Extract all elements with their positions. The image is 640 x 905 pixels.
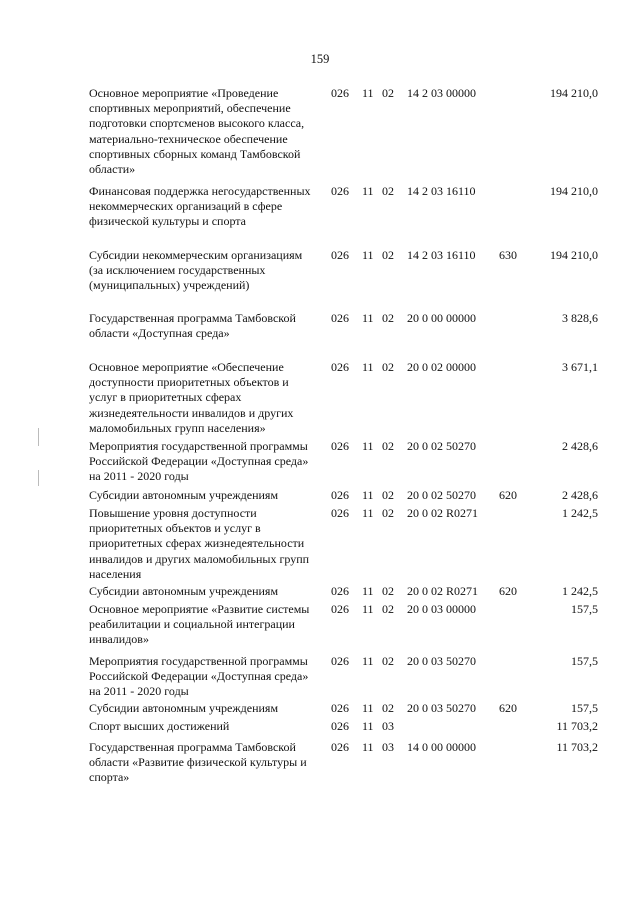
subsection-code: 02 xyxy=(382,248,394,262)
item-name: Финансовая поддержка негосударственных некоммерческих организаций в сфере физической культуры и спорта xyxy=(89,184,311,229)
section-code: 11 xyxy=(362,488,374,502)
section-code: 11 xyxy=(362,439,374,453)
target-article-code: 20 0 02 50270 xyxy=(407,439,476,453)
item-name: Мероприятия государственной программы Российской Федерации «Доступная среда» на 2011 - 2020 годы xyxy=(89,439,309,484)
ministry-code: 026 xyxy=(331,439,349,453)
amount: 11 703,2 xyxy=(556,740,598,754)
item-name: Субсидии некоммерческим организациям (за исключением государственных (муниципальных) учреждений) xyxy=(89,248,303,293)
expense-type-code: 620 xyxy=(499,584,517,598)
section-code: 11 xyxy=(362,602,374,616)
section-code: 11 xyxy=(362,184,374,198)
subsection-code: 03 xyxy=(382,740,394,754)
amount: 194 210,0 xyxy=(550,248,598,262)
subsection-code: 02 xyxy=(382,506,394,520)
item-name: Государственная программа Тамбовской области «Доступная среда» xyxy=(89,311,296,341)
amount: 194 210,0 xyxy=(550,86,598,100)
ministry-code: 026 xyxy=(331,506,349,520)
subsection-code: 02 xyxy=(382,654,394,668)
subsection-code: 02 xyxy=(382,86,394,100)
subsection-code: 02 xyxy=(382,488,394,502)
section-code: 11 xyxy=(362,360,374,374)
section-code: 11 xyxy=(362,86,374,100)
subsection-code: 02 xyxy=(382,311,394,325)
section-code: 11 xyxy=(362,719,374,733)
amount: 157,5 xyxy=(571,602,598,616)
section-code: 11 xyxy=(362,248,374,262)
ministry-code: 026 xyxy=(331,488,349,502)
ministry-code: 026 xyxy=(331,360,349,374)
target-article-code: 20 0 03 00000 xyxy=(407,602,476,616)
amount: 3 828,6 xyxy=(562,311,598,325)
target-article-code: 20 0 02 00000 xyxy=(407,360,476,374)
amount: 1 242,5 xyxy=(562,506,598,520)
item-name: Субсидии автономным учреждениям xyxy=(89,488,279,502)
ministry-code: 026 xyxy=(331,719,349,733)
scan-mark xyxy=(38,428,39,446)
item-name: Субсидии автономным учреждениям xyxy=(89,701,279,715)
amount: 11 703,2 xyxy=(556,719,598,733)
expense-type-code: 620 xyxy=(499,488,517,502)
section-code: 11 xyxy=(362,740,374,754)
amount: 3 671,1 xyxy=(562,360,598,374)
section-code: 11 xyxy=(362,584,374,598)
subsection-code: 03 xyxy=(382,719,394,733)
target-article-code: 20 0 00 00000 xyxy=(407,311,476,325)
section-code: 11 xyxy=(362,311,374,325)
ministry-code: 026 xyxy=(331,584,349,598)
item-name: Спорт высших достижений xyxy=(89,719,230,733)
ministry-code: 026 xyxy=(331,740,349,754)
amount: 157,5 xyxy=(571,701,598,715)
subsection-code: 02 xyxy=(382,602,394,616)
subsection-code: 02 xyxy=(382,701,394,715)
ministry-code: 026 xyxy=(331,654,349,668)
target-article-code: 20 0 02 R0271 xyxy=(407,584,479,598)
target-article-code: 20 0 03 50270 xyxy=(407,654,476,668)
target-article-code: 20 0 02 R0271 xyxy=(407,506,479,520)
target-article-code: 14 2 03 16110 xyxy=(407,248,476,262)
scan-mark xyxy=(38,470,39,486)
item-name: Повышение уровня доступности приоритетных объектов и услуг в приоритетных сферах жизнедеятельности инвалидов и других маломобильных групп населения xyxy=(89,506,310,581)
ministry-code: 026 xyxy=(331,701,349,715)
ministry-code: 026 xyxy=(331,184,349,198)
subsection-code: 02 xyxy=(382,360,394,374)
ministry-code: 026 xyxy=(331,602,349,616)
ministry-code: 026 xyxy=(331,86,349,100)
section-code: 11 xyxy=(362,701,374,715)
amount: 1 242,5 xyxy=(562,584,598,598)
item-name: Государственная программа Тамбовской области «Развитие физической культуры и спорта» xyxy=(89,740,307,785)
subsection-code: 02 xyxy=(382,184,394,198)
amount: 194 210,0 xyxy=(550,184,598,198)
section-code: 11 xyxy=(362,654,374,668)
item-name: Основное мероприятие «Проведение спортивных мероприятий, обеспечение подготовки спортсменов высокого класса, материально-техническое обеспечение спортивных сборных команд Тамбовской области» xyxy=(89,86,305,177)
page-number: 159 xyxy=(310,52,330,66)
subsection-code: 02 xyxy=(382,584,394,598)
amount: 2 428,6 xyxy=(562,488,598,502)
target-article-code: 14 2 03 16110 xyxy=(407,184,476,198)
subsection-code: 02 xyxy=(382,439,394,453)
expense-type-code: 630 xyxy=(499,248,517,262)
amount: 2 428,6 xyxy=(562,439,598,453)
item-name: Основное мероприятие «Развитие системы реабилитации и социальной интеграции инвалидов» xyxy=(89,602,310,647)
target-article-code: 14 2 03 00000 xyxy=(407,86,476,100)
ministry-code: 026 xyxy=(331,248,349,262)
target-article-code: 14 0 00 00000 xyxy=(407,740,476,754)
target-article-code: 20 0 02 50270 xyxy=(407,488,476,502)
section-code: 11 xyxy=(362,506,374,520)
item-name: Субсидии автономным учреждениям xyxy=(89,584,279,598)
target-article-code: 20 0 03 50270 xyxy=(407,701,476,715)
amount: 157,5 xyxy=(571,654,598,668)
item-name: Мероприятия государственной программы Российской Федерации «Доступная среда» на 2011 - 2020 годы xyxy=(89,654,309,699)
ministry-code: 026 xyxy=(331,311,349,325)
item-name: Основное мероприятие «Обеспечение доступности приоритетных объектов и услуг в приоритетных сферах жизнедеятельности инвалидов и других маломобильных групп населения» xyxy=(89,360,294,435)
expense-type-code: 620 xyxy=(499,701,517,715)
